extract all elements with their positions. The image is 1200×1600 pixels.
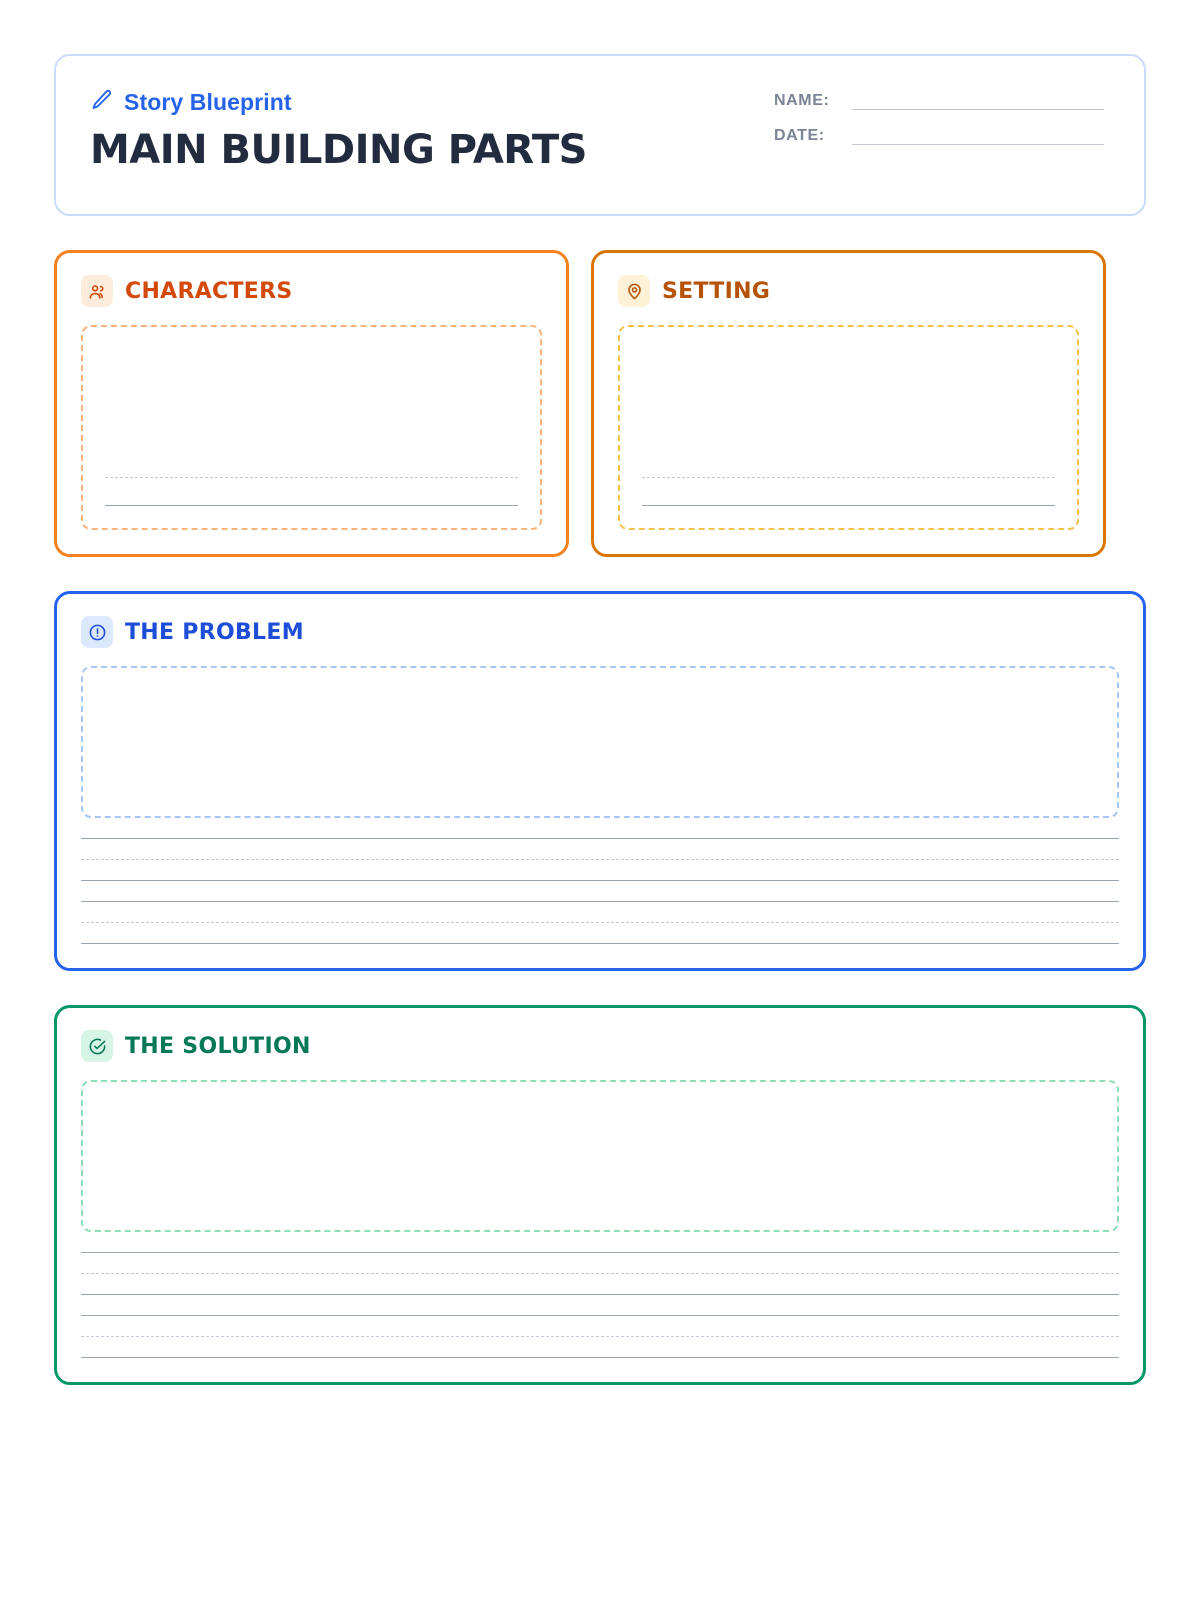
writing-line-solid: [642, 505, 1055, 506]
writing-line-dashed: [81, 1273, 1119, 1274]
pencil-icon: [90, 88, 114, 117]
writing-line-solid: [81, 1294, 1119, 1295]
writing-line-solid: [81, 1315, 1119, 1316]
section-setting: [591, 250, 1106, 557]
characters-writing-lines: [105, 477, 518, 506]
section-solution-header: [81, 1030, 1119, 1062]
map-pin-icon: [618, 275, 650, 307]
section-solution: [54, 1005, 1146, 1385]
section-problem-header: [81, 616, 1119, 648]
writing-line-solid: [81, 880, 1119, 881]
header-fields: [774, 92, 1104, 162]
cards-row-problem: [54, 591, 1146, 971]
writing-line-dashed: [105, 477, 518, 478]
page-title: MAIN BUILDING PARTS: [90, 127, 587, 173]
header-eyebrow-label: Story Blueprint: [124, 89, 292, 115]
writing-line-solid: [81, 943, 1119, 944]
problem-answer-area[interactable]: [81, 666, 1119, 818]
writing-line-solid: [105, 505, 518, 506]
check-circle-icon: [81, 1030, 113, 1062]
header-title-group: [90, 88, 587, 172]
section-solution-title: THE SOLUTION: [125, 1033, 311, 1059]
name-field-label: NAME:: [774, 92, 830, 109]
writing-line-dashed: [81, 922, 1119, 923]
writing-line-solid: [81, 1252, 1119, 1253]
solution-writing-lines: [81, 1252, 1119, 1358]
solution-answer-area[interactable]: [81, 1080, 1119, 1232]
people-icon: [81, 275, 113, 307]
writing-line-solid: [81, 1357, 1119, 1358]
section-characters: [54, 250, 569, 557]
name-input[interactable]: [852, 92, 1104, 110]
section-setting-title: SETTING: [662, 278, 771, 304]
problem-writing-lines: [81, 838, 1119, 944]
section-characters-title: CHARACTERS: [125, 278, 293, 304]
section-setting-header: [618, 275, 1079, 307]
writing-line-dashed: [81, 1336, 1119, 1337]
date-field-row: [774, 127, 1104, 145]
writing-line-solid: [81, 838, 1119, 839]
alert-circle-icon: [81, 616, 113, 648]
section-problem: [54, 591, 1146, 971]
setting-writing-lines: [642, 477, 1055, 506]
cards-row-solution: [54, 1005, 1146, 1385]
writing-line-solid: [81, 901, 1119, 902]
section-problem-title: THE PROBLEM: [125, 619, 304, 645]
writing-line-dashed: [81, 859, 1119, 860]
date-field-label: DATE:: [774, 127, 825, 144]
name-field-row: [774, 92, 1104, 110]
worksheet-header: [54, 54, 1146, 216]
date-input[interactable]: [852, 127, 1104, 145]
cards-row-top: [54, 250, 1146, 557]
header-eyebrow: [90, 88, 587, 117]
writing-line-dashed: [642, 477, 1055, 478]
section-characters-header: [81, 275, 542, 307]
